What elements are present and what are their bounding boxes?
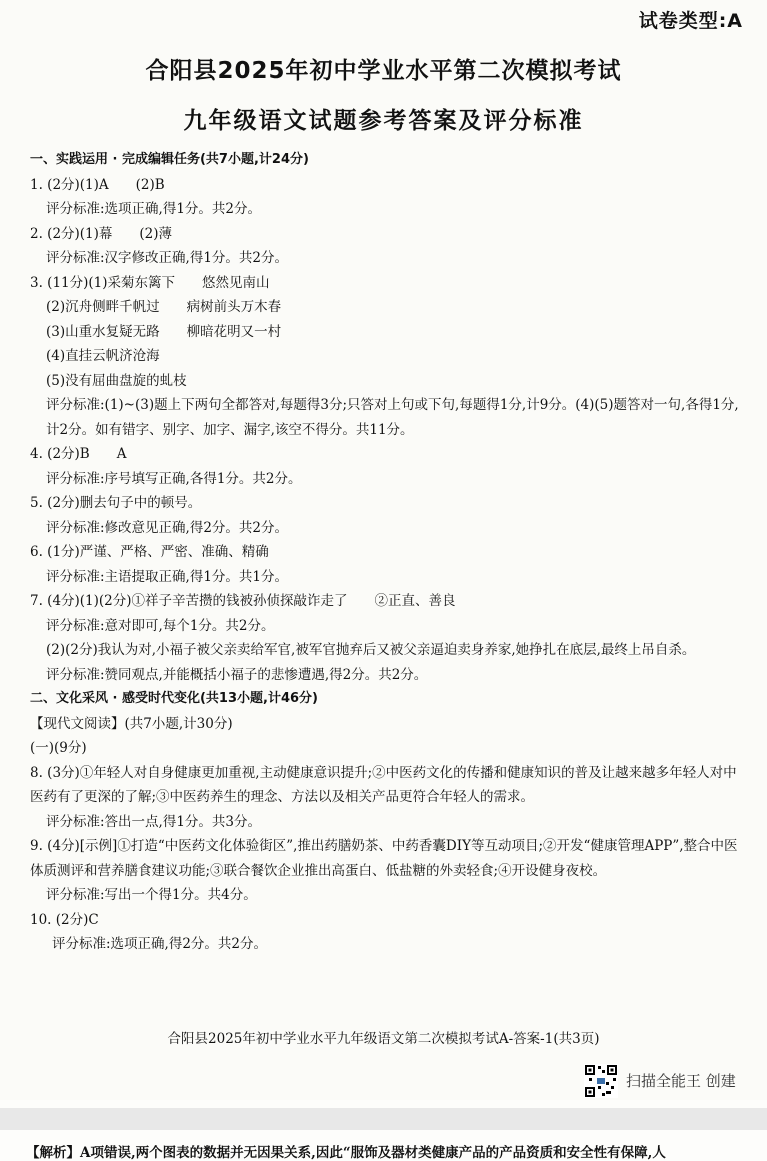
scoring-criteria-line: 评分标准:主语提取正确,得1分。共1分。 [46,568,289,585]
answer-line: 7. (4分)(1)(2分)①祥子辛苦攒的钱被孙侦探敲诈走了 ②正直、善良 [30,593,456,609]
next-page-text: 【解析】A项错误,两个图表的数据并无因果关系,因此“服饰及器材类健康产品的产品资质和安全性有保障,人 [26,1145,666,1161]
scoring-criteria-line: 评分标准:选项正确,得1分。共2分。 [46,201,262,217]
scoring-criteria-line: 评分标准:修改意见正确,得2分。共2分。 [46,519,289,536]
answer-line: 10. (2分)C [30,911,99,928]
answer-line: 6. (1分)严谨、严格、严密、准确、精确 [30,544,269,560]
qr-code-icon [584,1064,618,1098]
answer-line: 4. (2分)B A [30,446,127,462]
section-heading: 二、文化采风 · 感受时代变化(共13小题,计46分) [30,691,318,706]
exam-title: 合阳县2025年初中学业水平第二次模拟考试 [145,58,622,84]
exam-subtitle: 九年级语文试题参考答案及评分标准 [183,108,584,134]
scoring-criteria-line: 评分标准:赞同观点,并能概括小福子的悲惨遭遇,得2分。共2分。 [46,666,428,683]
answer-line: (一)(9分) [30,740,87,756]
answer-line: 5. (2分)删去句子中的顿号。 [30,495,202,511]
answer-line: 【现代文阅读】(共7小题,计30分) [30,715,233,732]
section-heading: 一、实践运用 · 完成编辑任务(共7小题,计24分) [30,152,309,167]
paper-type: 试卷类型:A [638,10,743,32]
answer-line: 1. (2分)(1)A (2)B [30,176,165,193]
answer-line: (2)(2分)我认为对,小福子被父亲卖给军官,被军官抛弃后又被父亲逼迫卖身养家,她挣扎在底层,最终上吊自杀。 [46,642,696,658]
scoring-criteria-line: 评分标准:序号填写正确,各得1分。共2分。 [46,470,302,487]
scoring-criteria-line: 评分标准:答出一点,得1分。共3分。 [46,813,262,830]
answer-line: 3. (11分)(1)采菊东篱下 悠然见南山 [30,274,270,291]
scoring-criteria-line: 评分标准:(1)~(3)题上下两句全都答对,每题得3分;只答对上句或下句,每题得1分,计9分。(4)(5)题答对一句,各得1分,计2分。如有错字、别字、加字、漏字,该空不得分。共11分。 [46,397,739,438]
page-footer: 合阳县2025年初中学业水平九年级语文第二次模拟考试A-答案-1(共3页) [167,1031,600,1047]
answer-body [30,148,750,957]
answer-line: (2)沉舟侧畔千帆过 病树前头万木春 [46,299,282,315]
answer-line: 8. (3分)①年轻人对自身健康更加重视,主动健康意识提升;②中医药文化的传播和健康知识的普及让越来越多年轻人对中医药有了更深的了解;③中医药养生的理念、方法以及相关产品更符合年轻人的需求。 [30,764,737,805]
scoring-criteria-line: 评分标准:意对即可,每个1分。共2分。 [46,617,275,634]
page-separator [0,1108,767,1130]
answer-line: (4)直挂云帆济沧海 [46,348,160,364]
answer-line: 2. (2分)(1)幕 (2)薄 [30,225,173,242]
answer-line: (3)山重水复疑无路 柳暗花明又一村 [46,323,282,340]
answer-line: 9. (4分)[示例]①打造“中医药文化体验街区”,推出药膳奶茶、中药香囊DIY等互动项目;②开发“健康管理APP”,整合中医体质测评和营养膳食建议功能;③联合餐饮企业推出高蛋白、低盐糖的外卖轻食;④开设健身夜校。 [30,838,738,879]
scoring-criteria-line: 评分标准:汉字修改正确,得1分。共2分。 [46,250,289,266]
answer-line: (5)没有屈曲盘旋的虬枝 [46,372,187,389]
scoring-criteria-line: 评分标准:写出一个得1分。共4分。 [46,887,257,903]
scanner-watermark: 扫描全能王 创建 [626,1072,736,1090]
scoring-criteria-line: 评分标准:选项正确,得2分。共2分。 [52,936,268,952]
